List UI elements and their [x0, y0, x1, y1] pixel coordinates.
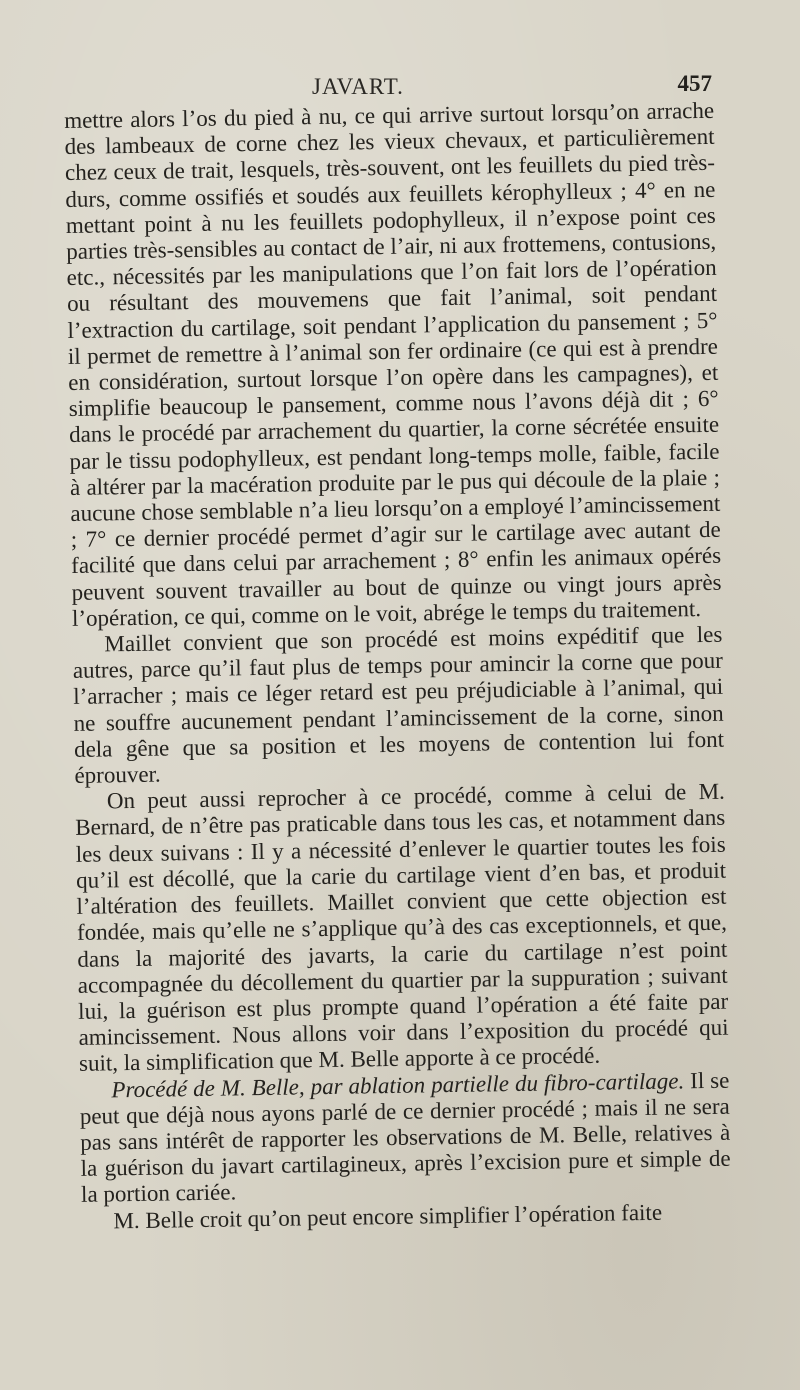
paragraph-maillet: Maillet convient que son procédé est moins expéditif que les autres, parce qu’il faut plus de temps pour amincir la corne que pour l’arracher ; mais ce léger retard est peu préjudiciable à l’animal, qui ne souffre aucunement pendant l’amincissement de la corne, sinon dela gêne que sa position et les moyens de contention lui font éprouver.: [72, 621, 725, 788]
section-heading-body: Il se peut que déjà nous ayons parlé de ce dernier procédé ; mais il ne sera pas sans intérêt de rapporter les observations de M. Belle, relatives à la guérison du javart cartilagineux, après l’excision pure et simple de la portion cariée.: [79, 1067, 731, 1208]
paragraph-belle-opinion: M. Belle croit qu’on peut encore simplifier l’opération faite: [113, 1199, 663, 1233]
body-text: [64, 98, 732, 1235]
paragraph-continuation: mettre alors l’os du pied à nu, ce qui arrive surtout lorsqu’on arrache des lambeaux de corne chez les vieux chevaux, et particulièrement chez ceux de trait, lesquels, très-souvent, ont les feuillets du pied très-durs, comme ossifiés et soudés aux feuillets kérophylleux ; 4° en ne mettant point à nu les feuillets podophylleux, il n’expose point ces parties très-sensibles au contact de l’air, ni aux frottemens, contusions, etc., nécessités par les manipulations que l’on fait lors de l’opération ou résultant des mouvemens que fait l’animal, soit pendant l’extraction du cartilage, soit pendant l’application du pansement ; 5° il permet de remettre à l’animal son fer ordinaire (ce qui est à prendre en considération, surtout lorsque l’on opère dans les campagnes), et simplifie beaucoup le pansement, comme nous l’avons déjà dit ; 6° dans le procédé par arrachement du quartier, la corne sécrétée ensuite par le tissu podophylleux, est pendant long-temps molle, faible, facile à altérer par la macération produite par le pus qui découle de la plaie ; aucune chose semblable n’a lieu lorsqu’on a employé l’amincissement ; 7° ce dernier procédé permet d’agir sur le cartilage avec autant de facilité que dans celui par arrachement ; 8° enfin les animaux opérés peuvent souvent travailler au bout de quinze ou vingt jours après l’opération, ce qui, comme on le voit, abrége le temps du traitement.: [64, 97, 722, 631]
running-title: JAVART.: [312, 74, 404, 99]
paragraph-objection: On peut aussi reprocher à ce procédé, comme à celui de M. Bernard, de n’être pas praticable dans tous les cas, et notamment dans les deux suivans : Il y a nécessité d’enlever le quartier toutes les fois qu’il est décollé, que la carie du cartilage vient d’en bas, et produit l’altération des feuillets. Maillet convient que cette objection est fondée, mais qu’elle ne s’applique qu’à des cas exceptionnels, et que, dans la majorité des javarts, la carie du cartilage n’est point accompagnée du décollement du quartier par la suppuration ; suivant lui, la guérison est plus prompte quand l’opération a été faite par amincissement. Nous allons voir dans l’exposition du procédé qui suit, la simplification que M. Belle apporte à ce procédé.: [75, 778, 729, 1077]
running-head: [62, 71, 712, 102]
paragraph-belle-procedure: [79, 1067, 731, 1208]
section-heading: Procédé de M. Belle, par ablation partielle du fibro-cartilage.: [111, 1067, 685, 1102]
page-number: 457: [677, 71, 712, 96]
